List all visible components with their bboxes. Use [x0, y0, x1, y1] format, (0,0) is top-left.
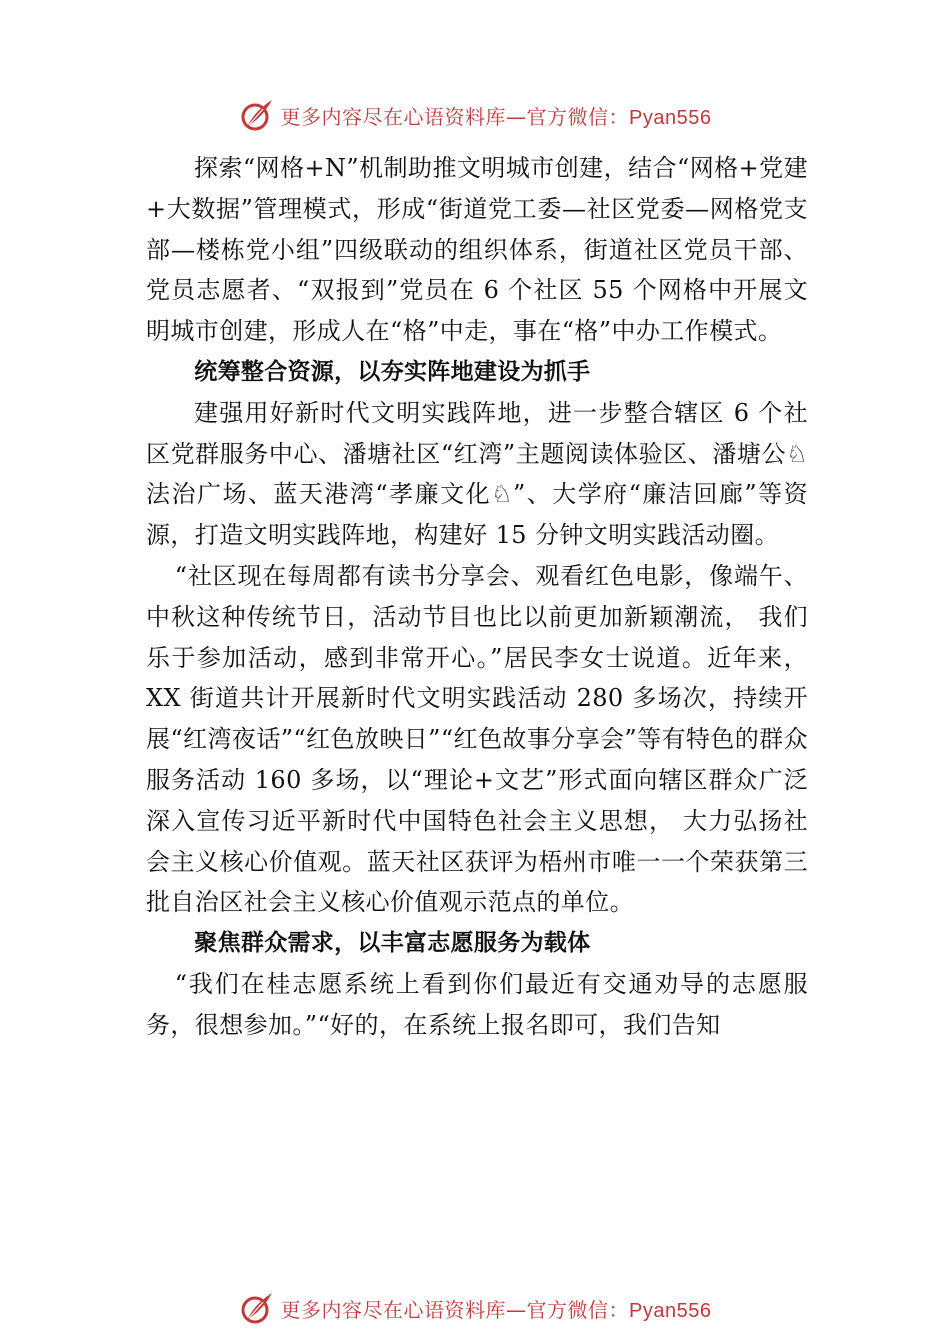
section-heading-resources: 统筹整合资源，以夯实阵地建设为抓手 — [194, 358, 591, 385]
quill-logo-icon — [239, 97, 275, 133]
watermark-title: 更多内容尽在心语资料库 — [280, 1297, 507, 1322]
paragraph-practice-bases: 建强用好新时代文明实践阵地，进一步整合辖区 6 个社区党群服务中心、潘塘社区“红湾”主题阅读体验区、潘塘公♘法治广场、蓝天港湾“孝廉文化♘”、大学府“廉洁回廊”等资源，打造文明实践阵地，构建好 15 分钟文明实践活动圈。 — [146, 398, 808, 550]
watermark-label: 官方微信： — [526, 1297, 630, 1322]
section-heading-volunteer: 聚焦群众需求，以丰富志愿服务为载体 — [194, 930, 591, 957]
paragraph-resident-quote: “社区现在每周都有读书分享会、观看红色电影，像端午、中秋这种传统节日，活动节目也比以前更加新颖潮流， 我们乐于参加活动，感到非常开心。”居民李女士说道。近年来，XX 街道共计开展新时代文明实践活动 280 多场次，持续开展“红湾夜话”“红色放映日”“红色故事分享会”等有特色的群众服务活动 160 多场，以“理论+文艺”形式面向辖区群众广泛深入宣传习近平新时代中国特色社会主义思想， 大力弘扬社会主义核心价值观。蓝天社区获评为梧州市唯一一个荣获第三批自治区社会主义核心价值观示范点的单位。 — [146, 561, 808, 917]
document-body — [146, 148, 808, 1046]
watermark-separator: — — [506, 104, 527, 129]
watermark-text — [281, 1294, 712, 1323]
watermark-text — [281, 101, 712, 130]
watermark-title: 更多内容尽在心语资料库 — [280, 104, 507, 129]
header-watermark — [0, 93, 950, 137]
watermark-separator: — — [506, 1297, 527, 1322]
watermark-id: Pyan556 — [629, 1299, 712, 1322]
watermark-label: 官方微信： — [526, 104, 630, 129]
watermark-id: Pyan556 — [629, 106, 712, 129]
quill-logo-icon — [239, 1290, 275, 1326]
footer-watermark — [0, 1286, 950, 1330]
paragraph-grid-mechanism: 探索“网格+N”机制助推文明城市创建，结合“网格+党建+大数据”管理模式，形成“街道党工委—社区党委—网格党支部—楼栋党小组”四级联动的组织体系，街道社区党员干部、党员志愿者、“双报到”党员在 6 个社区 55 个网格中开展文明城市创建，形成人在“格”中走，事在“格”中办工作模式。 — [146, 154, 808, 346]
paragraph-volunteer-dialogue: “我们在桂志愿系统上看到你们最近有交通劝导的志愿服务，很想参加。”“好的，在系统上报名即可，我们告知 — [146, 969, 808, 1039]
